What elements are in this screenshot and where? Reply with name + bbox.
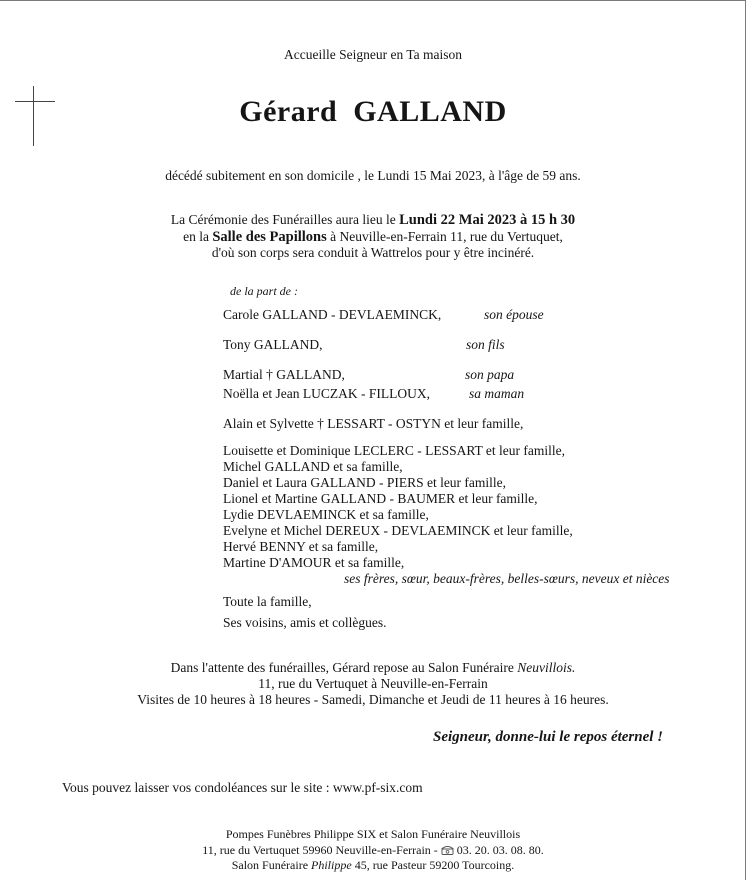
ceremony-venue: Salle des Papillons (212, 229, 327, 245)
extended-family-line: Michel GALLAND et sa famille, (223, 459, 403, 474)
family-member-name: Carole GALLAND - DEVLAEMINCK, (223, 307, 442, 322)
deceased-first-name: Gérard (239, 95, 338, 128)
condolences-line: Vous pouvez laisser vos condoléances sur le site : www.pf-six.com (62, 780, 423, 795)
extended-family-line: Martine D'AMOUR et sa famille, (223, 555, 405, 570)
death-notice: décédé subitement en son domicile , le Lundi 15 Mai 2023, à l'âge de 59 ans. (165, 168, 581, 183)
family-member-relation: sa maman (469, 386, 525, 401)
family-member-name: Martial † GALLAND, (223, 367, 345, 382)
closing-prayer: Seigneur, donne-lui le repos éternel ! (433, 729, 664, 745)
deceased-name (0, 95, 746, 129)
family-member-relation: son fils (466, 337, 505, 352)
extended-family-line: Alain et Sylvette † LESSART - OSTYN et leur famille, (223, 416, 524, 431)
ceremony-line-2 (0, 229, 746, 245)
footer-line-2 (0, 842, 746, 858)
footer-salon-address: 45, rue Pasteur 59200 Tourcoing. (354, 858, 515, 872)
phone-icon (441, 843, 457, 857)
neighbors-line: Ses voisins, amis et collègues. (223, 615, 387, 630)
ceremony-intro: La Cérémonie des Funérailles aura lieu le (170, 212, 396, 227)
footer-salon-label: Salon Funéraire (231, 858, 309, 872)
opening-prayer: Accueille Seigneur en Ta maison (284, 47, 462, 62)
visitation-line-3: Visites de 10 heures à 18 heures - Samedi, Dimanche et Jeudi de 11 heures à 16 heures. (137, 692, 609, 707)
family-member-relation: son épouse (484, 307, 544, 322)
footer-line-1: Pompes Funèbres Philippe SIX et Salon Funéraire Neuvillois (225, 827, 521, 841)
deceased-last-name: GALLAND (353, 95, 507, 128)
visitation-line-1 (0, 660, 746, 676)
ceremony-address: à Neuville-en-Ferrain 11, rue du Vertuquet, (330, 229, 563, 244)
page-border-right (745, 0, 746, 880)
visitation-line-2: 11, rue du Vertuquet à Neuville-en-Ferrain (258, 676, 488, 691)
visitation-intro: Dans l'attente des funérailles, Gérard repose au Salon Funéraire (170, 660, 514, 675)
footer-phone: 03. 20. 03. 08. 80. (456, 843, 544, 857)
siblings-note: ses frères, sœur, beaux-frères, belles-sœurs, neveux et nièces (344, 571, 670, 586)
extended-family-line: Lydie DEVLAEMINCK et sa famille, (223, 507, 429, 522)
ceremony-venue-intro: en la (183, 229, 209, 244)
de-la-part-label: de la part de : (230, 284, 298, 298)
ceremony-date-time: Lundi 22 Mai 2023 à 15 h 30 (399, 212, 576, 228)
all-family-line: Toute la famille, (223, 594, 312, 609)
footer-address: 11, rue du Vertuquet 59960 Neuville-en-Ferrain - (202, 843, 438, 857)
family-member-name: Tony GALLAND, (223, 337, 323, 352)
extended-family-line: Lionel et Martine GALLAND - BAUMER et leur famille, (223, 491, 538, 506)
footer-salon-name: Philippe (311, 858, 352, 872)
extended-family-line: Hervé BENNY et sa famille, (223, 539, 379, 554)
family-member-name: Noëlla et Jean LUCZAK - FILLOUX, (223, 386, 430, 401)
family-member-relation: son papa (465, 367, 515, 382)
page-border-top (0, 0, 746, 1)
ceremony-line-1 (0, 212, 746, 228)
visitation-salon: Neuvillois. (517, 660, 576, 675)
extended-family-line: Daniel et Laura GALLAND - PIERS et leur famille, (223, 475, 507, 490)
extended-family-line: Louisette et Dominique LECLERC - LESSART et leur famille, (223, 443, 566, 458)
footer-line-3 (0, 857, 746, 873)
ceremony-line-3: d'où son corps sera conduit à Wattrelos pour y être incinéré. (211, 245, 535, 260)
extended-family-line: Evelyne et Michel DEREUX - DEVLAEMINCK et leur famille, (223, 523, 573, 538)
